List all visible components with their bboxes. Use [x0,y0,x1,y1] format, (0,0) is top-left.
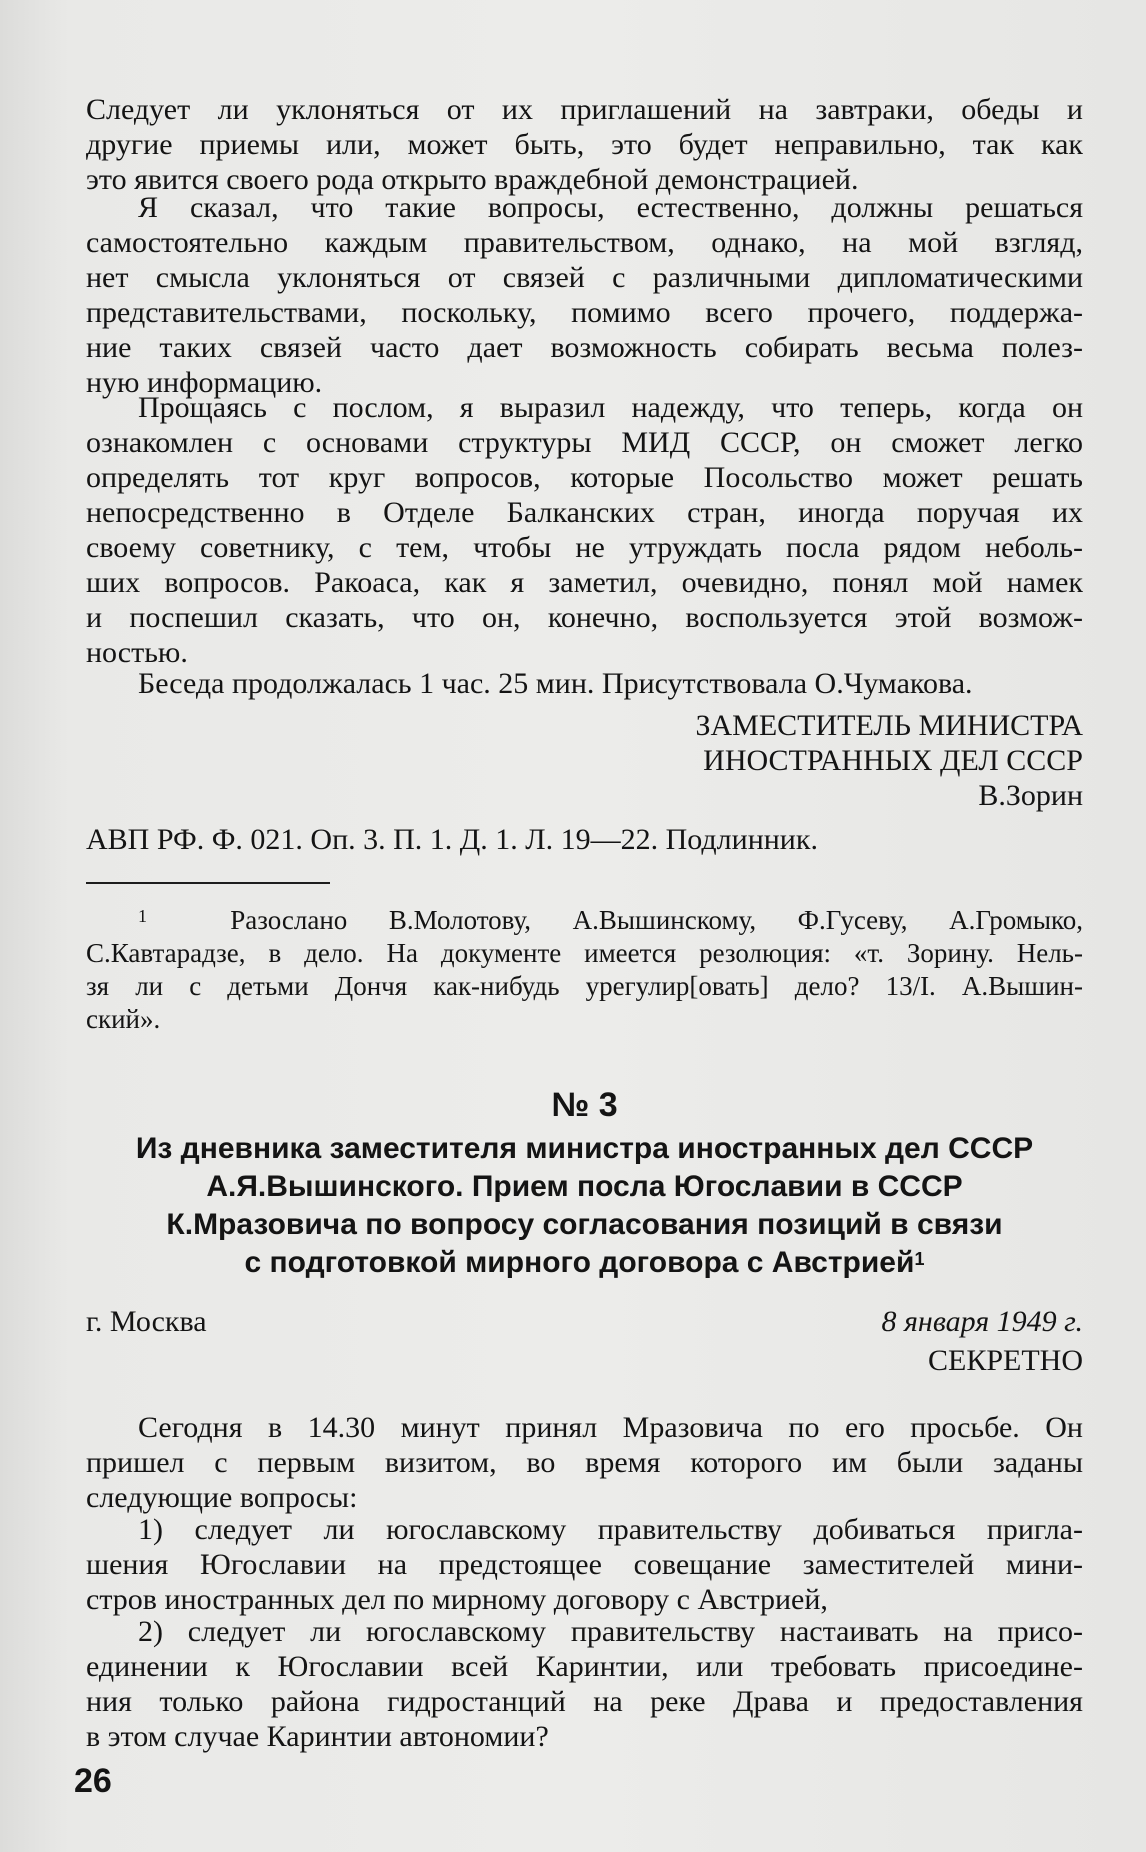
paragraph-answer [86,190,1083,400]
text-line: ознакомлен с основами структуры МИД СССР, он сможет легко [86,426,1083,459]
classification-stamp: СЕКРЕТНО [927,1344,1083,1377]
text-line: и поспешил сказать, что он, конечно, воспользуется этой возмож- [86,601,1083,634]
paragraph-duration [86,666,1083,701]
text-line: непосредственно в Отделе Балканских стран, иногда поручая их [86,496,1083,529]
text-line: ния только района гидростанций на реке Драва и предоставления [86,1685,1083,1718]
text-line: представительствами, поскольку, помимо всего прочего, поддержа- [86,296,1083,329]
text-line: 1) следует ли югославскому правительству добиваться пригла- [138,1513,1083,1546]
title-line: Из дневника заместителя министра иностранных дел СССР [135,1132,1034,1165]
text-line: ностью. [86,636,188,669]
title-footnote-marker: 1 [914,1249,925,1269]
document-header [86,1086,1083,1125]
text-line: Следует ли уклоняться от их приглашений на завтраки, обеды и [86,93,1083,126]
text-line: это явится своего рода открыто враждебной демонстрацией. [86,163,859,196]
signature-block [86,708,1083,813]
page-number: 26 [74,1762,112,1800]
text-line: ский». [86,1004,161,1034]
text-line: С.Кавтарадзе, в дело. На документе имеется резолюция: «т. Зорину. Нель- [86,938,1083,968]
signature-name: В.Зорин [978,779,1083,812]
document-date: 8 января 1949 г. [881,1305,1083,1338]
footnote-divider [86,882,330,884]
title-line: А.Я.Вышинского. Прием посла Югославии в СССР [206,1170,963,1203]
text-line: зя ли с детьми Дончя как-нибудь урегулир[овать] дело? 13/I. А.Вышин- [86,971,1083,1001]
text-line: следующие вопросы: [86,1481,358,1514]
text-line: 2) следует ли югославскому правительству настаивать на присо- [138,1615,1083,1648]
document-title [86,1130,1083,1282]
text-line: ние таких связей часто дает возможность собирать весьма полез- [86,331,1083,364]
title-line: К.Мразовича по вопросу согласования позиций в связи [166,1208,1003,1241]
question-1 [86,1512,1083,1617]
text-line: пришел с первым визитом, во время которого им были заданы [86,1446,1083,1479]
question-2 [86,1614,1083,1754]
text-line: Сегодня в 14.30 минут принял Мразовича по его просьбе. Он [138,1411,1083,1444]
paragraph-farewell [86,390,1083,670]
archive-reference: АВП РФ. Ф. 021. Оп. 3. П. 1. Д. 1. Л. 19—22. Подлинник. [86,823,818,856]
title-line: с подготовкой мирного договора с Австрией$^1$ [244,1246,925,1279]
text-line: своему советнику, с тем, чтобы не утруждать посла рядом неболь- [86,531,1083,564]
footnote-marker: 1 [138,906,147,926]
paragraph-intro [86,1410,1083,1515]
text-line: единении к Югославии всей Каринтии, или требовать присоедине- [86,1650,1083,1683]
text-line: стров иностранных дел по мирному договору с Австрией, [86,1583,828,1616]
signature-title: ЗАМЕСТИТЕЛЬ МИНИСТРА [695,709,1083,742]
text-line: определять тот круг вопросов, которые Посольство может решать [86,461,1083,494]
text-line: в этом случае Каринтии автономии? [86,1720,549,1753]
text-line: Беседа продолжалась 1 час. 25 мин. Присутствовала О.Чумакова. [138,667,973,700]
text-line: самостоятельно каждым правительством, однако, на мой взгляд, [86,226,1083,259]
text-line: шения Югославии на предстоящее совещание заместителей мини- [86,1548,1083,1581]
paragraph-continuation [86,92,1083,197]
text-line: $^1$ Разослано В.Молотову, А.Вышинскому, Ф.Гусеву, А.Громыко, [138,905,1083,935]
footnote [86,904,1083,1036]
document-place: г. Москва [86,1305,207,1338]
text-line: Прощаясь с послом, я выразил надежду, что теперь, когда он [138,391,1083,424]
text-line: другие приемы или, может быть, это будет неправильно, так как [86,128,1083,161]
text-line: ших вопросов. Ракоаса, как я заметил, очевидно, понял мой намек [86,566,1083,599]
text-line: Я сказал, что такие вопросы, естественно, должны решаться [138,191,1083,224]
document-number: № 3 [551,1086,618,1124]
text-line: нет смысла уклоняться от связей с различными дипломатическими [86,261,1083,294]
signature-title: ИНОСТРАННЫХ ДЕЛ СССР [703,744,1083,777]
text-line: ную информацию. [86,366,323,399]
place-date-row [86,1304,1083,1378]
